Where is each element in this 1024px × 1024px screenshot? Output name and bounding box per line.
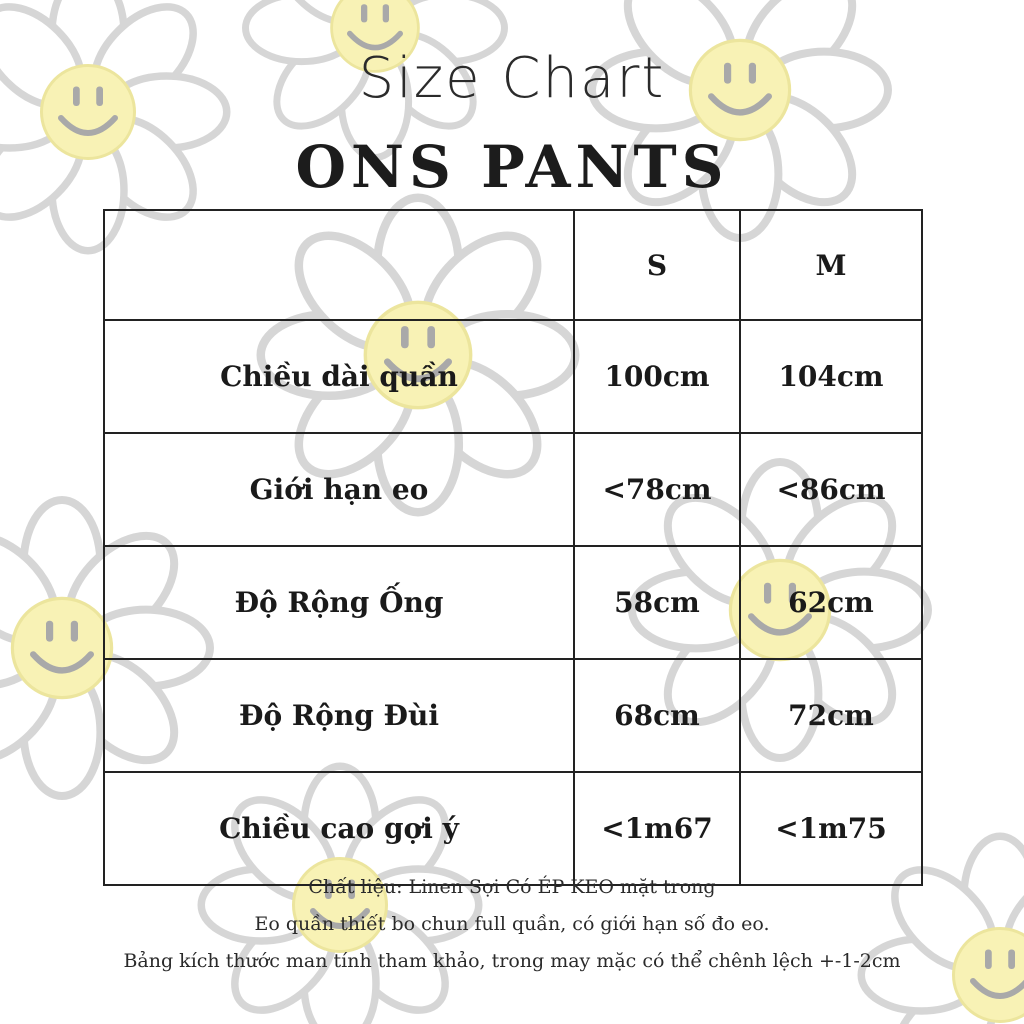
row-label: Độ Rộng Đùi [104, 659, 574, 772]
size-m-value: <1m75 [740, 772, 922, 885]
note-waist: Eo quần thiết bo chun full quần, có giới hạn số đo eo. [254, 913, 770, 935]
row-label: Chiều cao gợi ý [104, 772, 574, 885]
row-label: Giới hạn eo [104, 433, 574, 546]
table-row [104, 320, 922, 433]
header-cell-empty [104, 210, 574, 320]
size-s-value: <78cm [574, 433, 740, 546]
table-row [104, 546, 922, 659]
size-table [103, 209, 923, 886]
size-s-value: 68cm [574, 659, 740, 772]
size-m-value: 72cm [740, 659, 922, 772]
table-row [104, 433, 922, 546]
size-m-value: <86cm [740, 433, 922, 546]
table-header-row [104, 210, 922, 320]
size-s-value: <1m67 [574, 772, 740, 885]
size-m-value: 104cm [740, 320, 922, 433]
header-cell-size-m: M [740, 210, 922, 320]
size-s-value: 100cm [574, 320, 740, 433]
size-s-value: 58cm [574, 546, 740, 659]
row-label: Chiều dài quần [104, 320, 574, 433]
notes-section [0, 872, 1024, 983]
table-row [104, 659, 922, 772]
product-name: ONS PANTS [295, 133, 729, 201]
header-cell-size-s: S [574, 210, 740, 320]
note-disclaimer: Bảng kích thước man tính tham khảo, trong may mặc có thể chênh lệch +-1-2cm [123, 950, 901, 972]
note-material: Chất liệu: Linen Sợi Có ÉP KEO mặt trong [308, 876, 716, 898]
size-m-value: 62cm [740, 546, 922, 659]
chart-title: Size Chart [358, 46, 666, 111]
table-row [104, 772, 922, 885]
row-label: Độ Rộng Ống [104, 546, 574, 659]
